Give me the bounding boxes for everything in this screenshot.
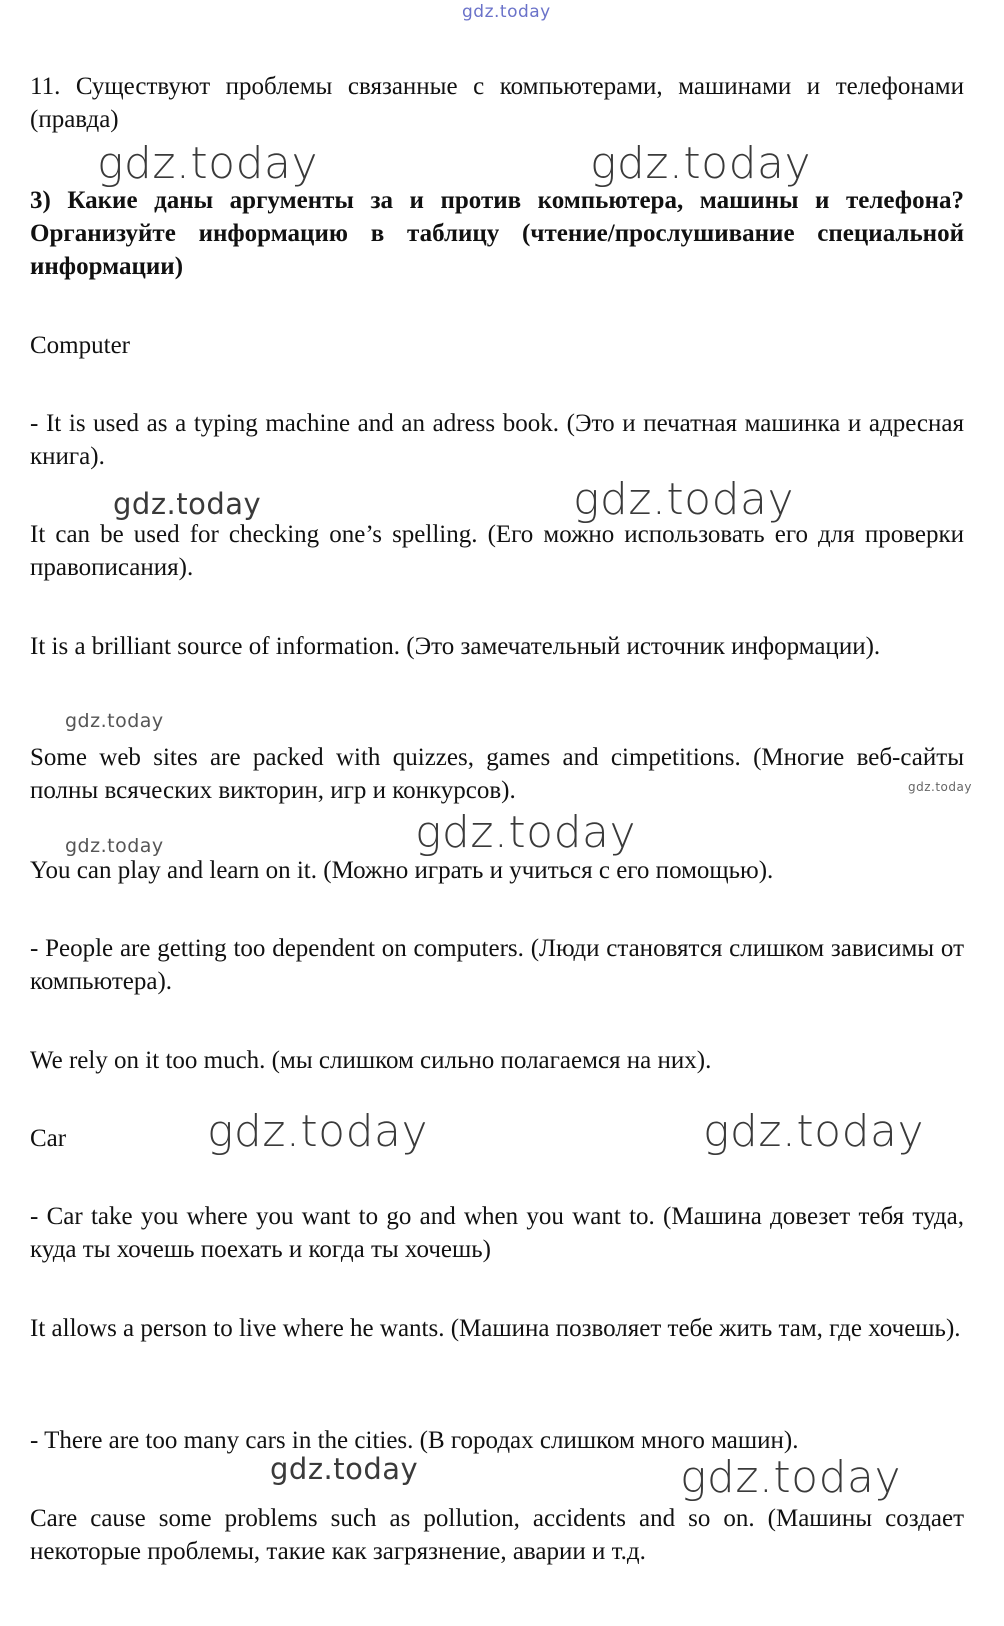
- watermark: gdz.today: [415, 807, 637, 858]
- watermark: gdz.today: [65, 710, 164, 732]
- computer-argument-4: Some web sites are packed with quizzes, games and cimpetitions. (Многие веб-сайты полны всяческих викторин, игр и конкурсов).: [30, 744, 964, 804]
- car-argument-4: Care cause some problems such as pollution, accidents and so on. (Машины создает некоторые проблемы, такие как загрязнение, аварии и т.д.: [30, 1505, 964, 1565]
- watermark: gdz.today: [207, 1106, 429, 1157]
- section-heading-computer: Computer: [30, 332, 130, 359]
- paragraph-item-11: 11. Существуют проблемы связанные с компьютерами, машинами и телефонами (правда): [30, 73, 964, 133]
- car-argument-1: - Car take you where you want to go and when you want to. (Машина довезет тебя туда, куда ты хочешь поехать и когда ты хочешь): [30, 1203, 964, 1263]
- watermark: gdz.today: [113, 487, 262, 521]
- watermark: gdz.today: [270, 1452, 419, 1486]
- computer-argument-1: - It is used as a typing machine and an adress book. (Это и печатная машинка и адресная книга).: [30, 410, 964, 470]
- car-argument-2: It allows a person to live where he wants. (Машина позволяет тебе жить там, где хочешь).: [30, 1315, 961, 1342]
- computer-argument-5: You can play and learn on it. (Можно играть и учиться с его помощью).: [30, 857, 774, 884]
- watermark: gdz.today: [680, 1452, 902, 1503]
- task-heading: 3) Какие даны аргументы за и против компьютера, машины и телефона? Организуйте информацию в таблицу (чтение/прослушивание специальной информации): [30, 187, 964, 280]
- computer-argument-3: It is a brilliant source of information. (Это замечательный источник информации).: [30, 633, 881, 660]
- computer-argument-7: We rely on it too much. (мы слишком сильно полагаемся на них).: [30, 1047, 712, 1074]
- watermark: gdz.today: [65, 835, 164, 857]
- car-argument-3: - There are too many cars in the cities. (В городах слишком много машин).: [30, 1427, 799, 1454]
- watermark: gdz.today: [908, 780, 972, 794]
- computer-argument-2: It can be used for checking one’s spelling. (Его можно использовать его для проверки правописания).: [30, 521, 964, 581]
- watermark: gdz.today: [590, 138, 812, 189]
- section-heading-car: Car: [30, 1125, 67, 1152]
- watermark: gdz.today: [97, 138, 319, 189]
- watermark: gdz.today: [573, 474, 795, 525]
- watermark: gdz.today: [703, 1106, 925, 1157]
- watermark-top: gdz.today: [462, 2, 551, 22]
- computer-argument-6: - People are getting too dependent on computers. (Люди становятся слишком зависимы от компьютера).: [30, 935, 964, 995]
